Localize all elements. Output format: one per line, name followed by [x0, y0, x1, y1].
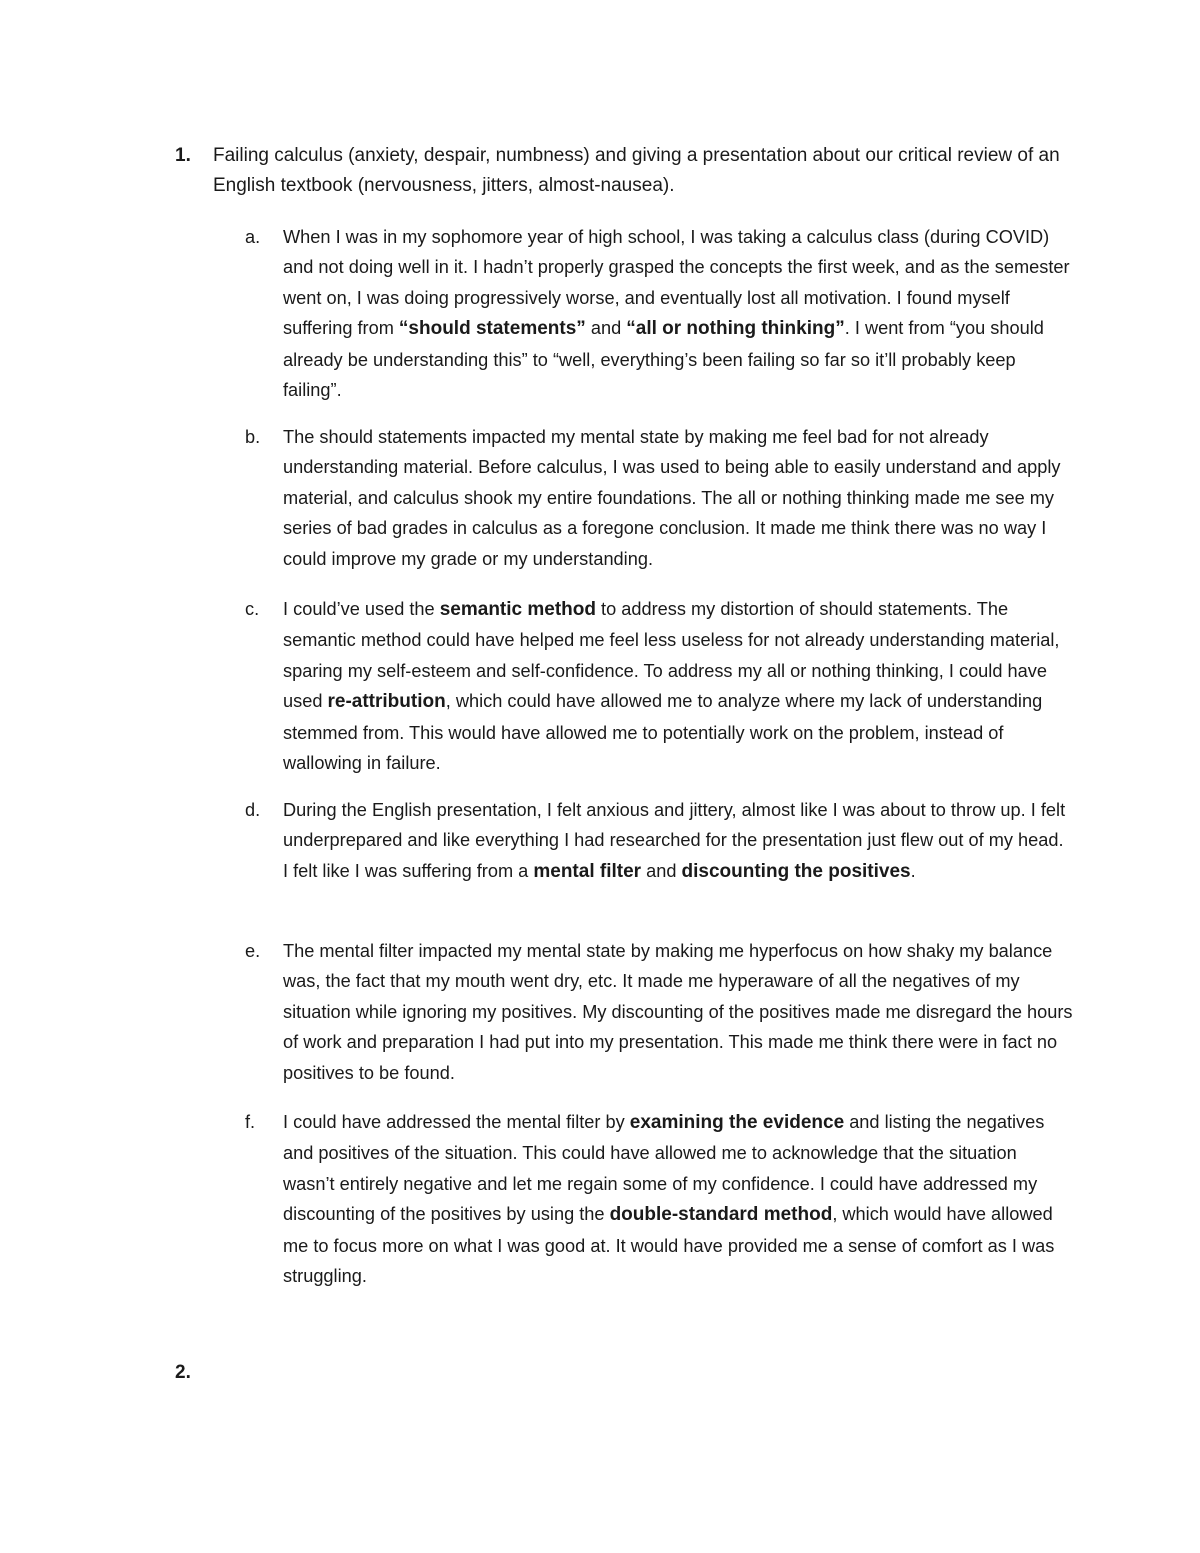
term-examining-the-evidence: examining the evidence [629, 1112, 845, 1133]
term-discounting-the-positives: discounting the positives [681, 860, 911, 882]
term-double-standard-method: double-standard method [609, 1204, 833, 1226]
term-should-statements: “should statements” [398, 318, 586, 340]
item-heading-text: Failing calculus (anxiety, despair, numbness) and giving a presentation about our critical review of an English textbook (nervousness, jitters, almost-nausea). [213, 145, 1060, 196]
term-re-attribution: re-attribution [327, 691, 446, 713]
term-all-or-nothing-thinking: “all or nothing thinking” [626, 318, 845, 340]
subitem-label: a. [245, 227, 261, 247]
subitem-label: d. [245, 800, 261, 820]
subitem-label: f. [245, 1112, 256, 1132]
subitem-paragraph: The mental filter impacted my mental state by making me hyperfocus on how shaky my balance was, the fact that my mouth went dry, etc. It made me hyperaware of all the negatives of my situation while ignoring my positives. My discounting of the positives made me disregard the hours of work and preparation I had put into my presentation. This made me think there were in fact no positives to be found. [283, 941, 1073, 1083]
term-mental-filter: mental filter [533, 860, 642, 882]
subitem-paragraph: When I was in my sophomore year of high school, I was taking a calculus class (during COVID) and not doing well in it. I hadn’t properly grasped the concepts the first week, and as the semester went on, I was doing progressively worse, and eventually lost all motivation. I found myself suffering from “should statements” and “all or nothing thinking”. I went from “you should already be understanding this” to “well, everything’s been failing so far so it’ll probably keep failing”. [283, 227, 1070, 401]
subitem-label: e. [245, 941, 261, 961]
subitem-paragraph: During the English presentation, I felt anxious and jittery, almost like I was about to throw up. I felt underprepared and like everything I had researched for the presentation just flew out of my head. I felt like I was suffering from a mental filter and discounting the positives. [283, 800, 1066, 882]
subitem-paragraph: The should statements impacted my mental state by making me feel bad for not already understanding material. Before calculus, I was used to being able to easily understand and apply material, and calculus shook my entire foundations. The all or nothing thinking made me see my series of bad grades in calculus as a foregone conclusion. It made me think there was no way I could improve my grade or my understanding. [283, 427, 1061, 569]
subitem-label: c. [245, 599, 260, 619]
subitem-label: b. [245, 427, 261, 447]
term-semantic-method: semantic method [439, 599, 596, 620]
subitem-paragraph: I could have addressed the mental filter by examining the evidence and listing the negatives and positives of the situation. This could have allowed me to acknowledge that the situation wasn’t entirely negative and let me regain some of my confidence. I could have addressed my discounting of the positives by using the double-standard method, which would have allowed me to focus more on what I was good at. It would have provided me a sense of comfort as I was struggling. [283, 1112, 1055, 1287]
item-number: 2. [175, 1362, 191, 1383]
item-number: 1. [175, 145, 191, 166]
subitem-paragraph: I could’ve used the semantic method to address my distortion of should statements. The semantic method could have helped me feel less useless for not already understanding material, sparing my self-esteem and self-confidence. To address my all or nothing thinking, I could have used re-attribution, which could have allowed me to analyze where my lack of understanding stemmed from. This would have allowed me to potentially work on the problem, instead of wallowing in failure. [283, 599, 1060, 774]
